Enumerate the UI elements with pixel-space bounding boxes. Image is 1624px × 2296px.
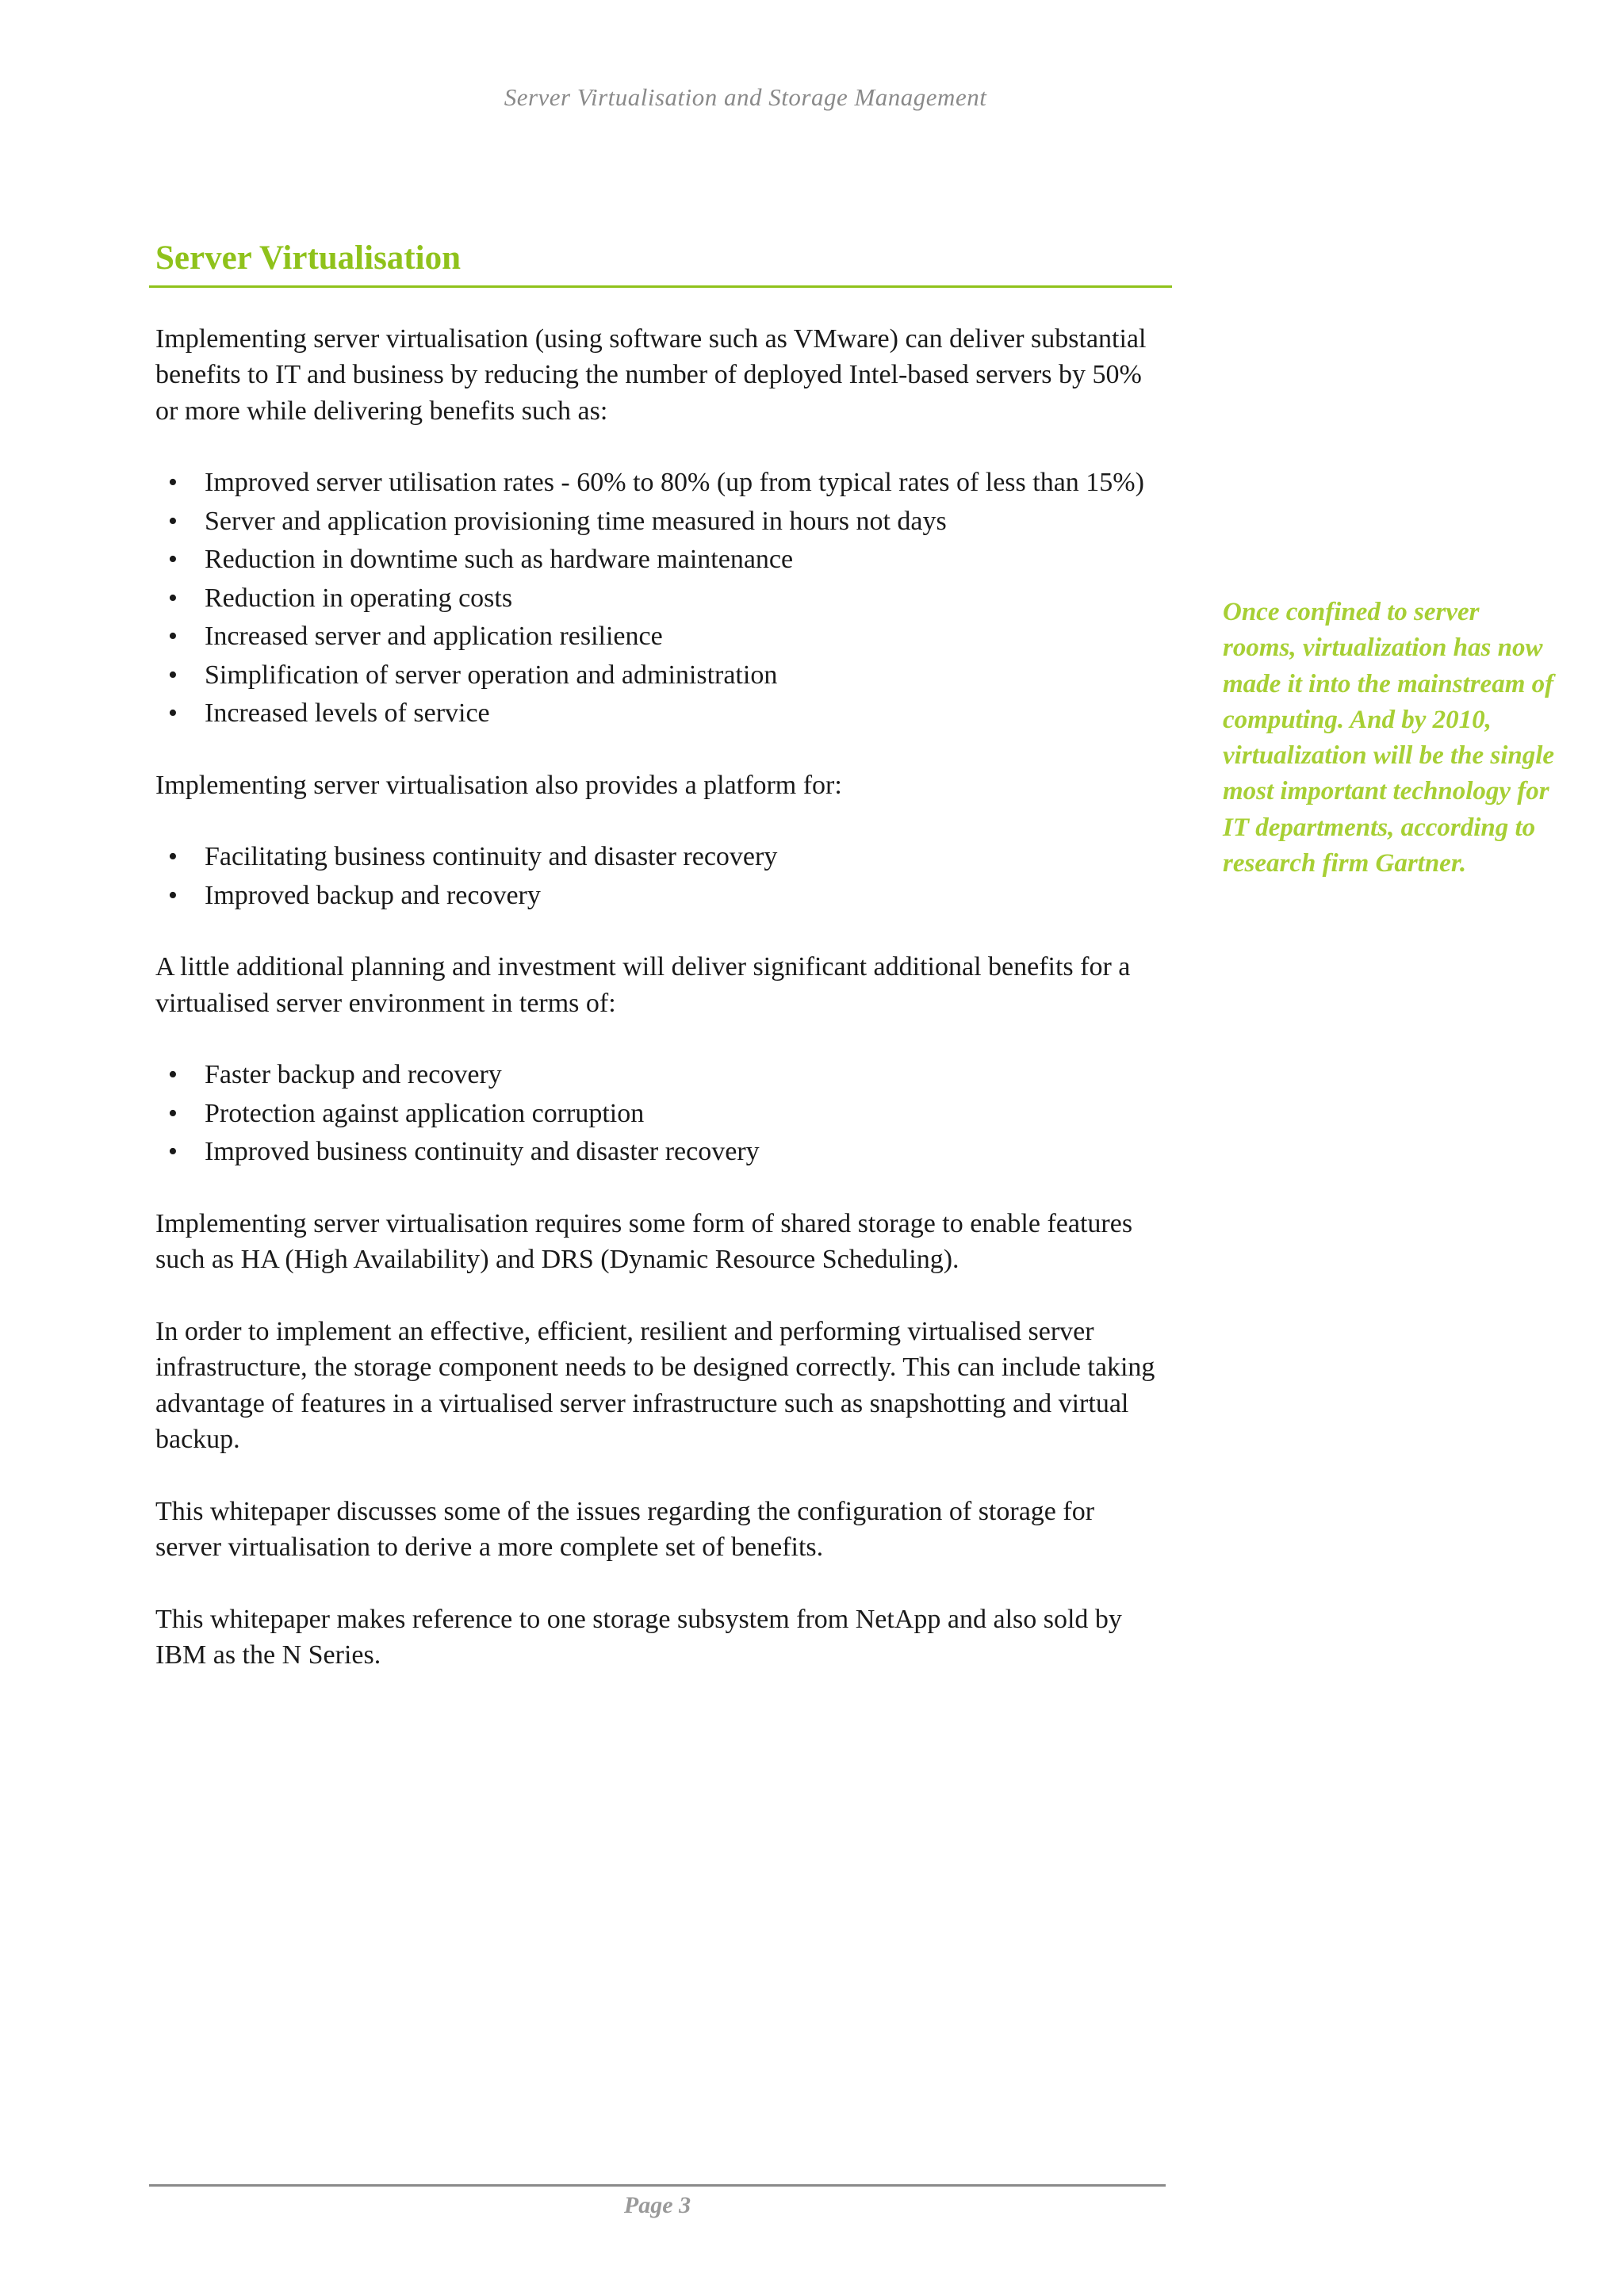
bullet-icon: • [168,660,178,690]
whitepaper-reference-paragraph: This whitepaper makes reference to one storage subsystem from NetApp and also sold by IBM as the N Series. [155,1604,1122,1670]
list-item: • Improved business continuity and disaster recovery [155,1134,1166,1170]
list-item: • Reduction in downtime such as hardware maintenance [155,541,1166,578]
bullet-icon: • [168,622,178,652]
main-content [155,238,1166,1709]
bullet-icon: • [168,1060,178,1090]
sidebar-pull-quote: Once confined to server rooms, virtualization has now made it into the mainstream of computing. And by 2010, virtualization will be the single most important technology for IT departments, according to research firm Gartner. [1223,598,1555,878]
infrastructure-paragraph: In order to implement an effective, efficient, resilient and performing virtualised server infrastructure, the storage component needs to be designed correctly. This can include taking advantage of features in a virtualised server infrastructure such as snapshotting and virtual backup. [155,1316,1155,1455]
bullet-icon: • [168,880,178,910]
title-underline [149,285,1172,288]
platform-paragraph: Implementing server virtualisation also provides a platform for: [155,770,842,800]
shared-storage-paragraph: Implementing server virtualisation requires some form of shared storage to enable features such as HA (High Availability) and DRS (Dynamic Resource Scheduling). [155,1208,1133,1275]
footer-rule [149,2184,1166,2187]
bullet-icon: • [168,1098,178,1128]
whitepaper-issues-paragraph: This whitepaper discusses some of the issues regarding the configuration of storage for server virtualisation to derive a more complete set of benefits. [155,1496,1095,1563]
list-item: • Improved server utilisation rates - 60% to 80% (up from typical rates of less than 15%) [155,465,1166,501]
bullet-icon: • [168,506,178,536]
additional-paragraph: A little additional planning and investment will deliver significant additional benefits for a virtualised server environment in terms of: [155,952,1131,1018]
intro-paragraph: Implementing server virtualisation (using software such as VMware) can deliver substantial benefits to IT and business by reducing the number of deployed Intel-based servers by 50% or more while delivering benefits such as: [155,323,1147,426]
list-item: • Protection against application corruption [155,1096,1166,1132]
bullet-icon: • [168,468,178,498]
list-item: • Reduction in operating costs [155,580,1166,617]
list-item: • Facilitating business continuity and disaster recovery [155,839,1166,875]
list-item: • Increased server and application resilience [155,618,1166,655]
bullet-icon: • [168,842,178,872]
list-item: • Simplification of server operation and administration [155,657,1166,694]
running-header: Server Virtualisation and Storage Management [504,83,987,111]
page-number: Page 3 [623,2192,691,2218]
bullet-icon: • [168,545,178,575]
list-item: • Faster backup and recovery [155,1057,1166,1093]
bullet-icon: • [168,583,178,613]
benefits-list [155,465,1166,732]
list-item: • Increased levels of service [155,695,1166,732]
list-item: • Improved backup and recovery [155,878,1166,914]
bullet-icon: • [168,698,178,729]
platform-list [155,839,1166,913]
additional-list [155,1057,1166,1170]
list-item: • Server and application provisioning time measured in hours not days [155,503,1166,540]
section-title: Server Virtualisation [155,239,461,277]
bullet-icon: • [168,1137,178,1167]
